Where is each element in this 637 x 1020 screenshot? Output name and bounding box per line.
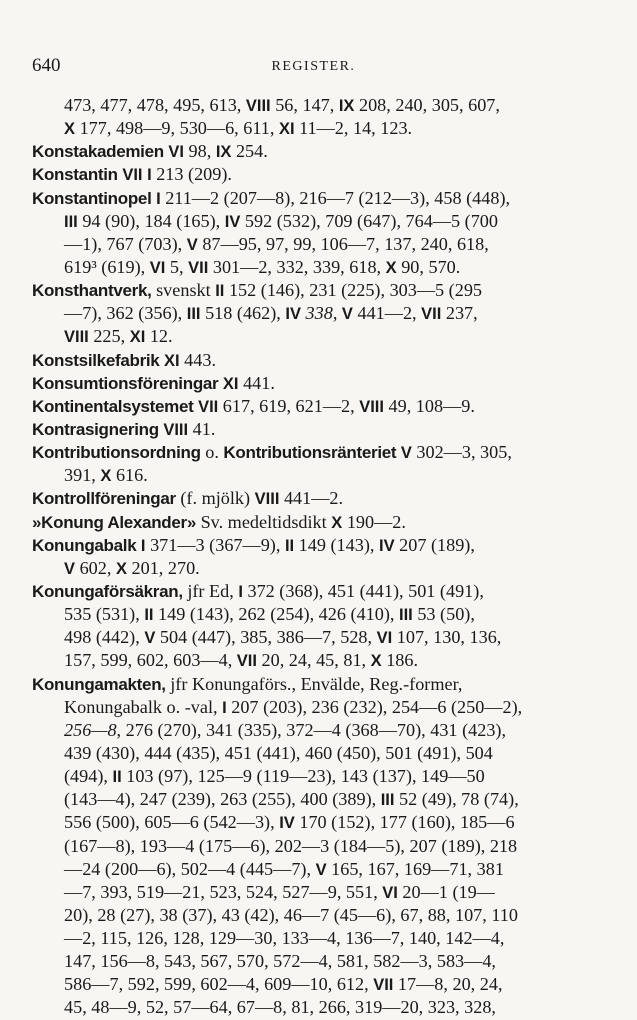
- reference-text: (167—8), 193—4 (175—6), 202—3 (184—5), 207 (189), 218: [64, 835, 518, 856]
- volume-number: VI: [382, 883, 398, 902]
- reference-text: 443.: [179, 349, 216, 370]
- register-entries: [32, 94, 595, 1020]
- volume-number: I: [238, 582, 243, 601]
- volume-number: VIII: [254, 490, 280, 509]
- reference-text: (f. mjölk): [175, 488, 255, 509]
- reference-text: 53 (50),: [412, 604, 475, 625]
- volume-number: VIII: [245, 97, 271, 115]
- reference-text: 94 (90), 184 (165),: [77, 210, 225, 231]
- reference-text: 149 (143),: [294, 534, 379, 555]
- reference-text: 473, 477, 478, 495, 613,: [64, 95, 246, 115]
- register-continuation-line: [32, 233, 595, 256]
- volume-number: IV: [379, 536, 395, 555]
- reference-text: —7, 393, 519—21, 523, 524, 527—9, 551,: [64, 881, 383, 902]
- reference-text: 98,: [183, 141, 216, 162]
- entry-term: Kontrollföreningar: [32, 489, 176, 509]
- reference-text: 372 (368), 451 (441), 501 (491),: [242, 580, 484, 601]
- volume-number: XI: [222, 374, 239, 393]
- volume-number: V: [341, 305, 353, 324]
- register-entry-line: [32, 580, 595, 603]
- reference-text: 213 (209).: [151, 164, 232, 185]
- reference-text: , 276 (270), 341 (335), 372—4 (368—70), 431 (423),: [116, 719, 507, 740]
- volume-number: VI: [149, 258, 166, 277]
- volume-number: XI: [164, 351, 180, 370]
- reference-text: 20—1 (19—: [397, 881, 495, 902]
- volume-number: III: [380, 791, 395, 810]
- volume-number: X: [100, 467, 112, 486]
- reference-text: 225,: [88, 326, 130, 347]
- reference-text: jfr Konungaförs., Envälde, Reg.-former,: [165, 673, 463, 694]
- register-continuation-line: [32, 649, 595, 672]
- register-continuation-line: [32, 858, 595, 881]
- register-entry-line: [32, 140, 595, 163]
- volume-number: VII: [236, 652, 257, 671]
- reference-text: ,: [332, 303, 342, 324]
- register-entry-line: [32, 441, 595, 464]
- register-continuation-line: [32, 881, 595, 904]
- register-continuation-line: [32, 973, 595, 996]
- volume-number: X: [64, 120, 76, 139]
- volume-number: II: [144, 606, 154, 625]
- volume-number: I: [222, 698, 227, 717]
- reference-text: (494),: [64, 766, 113, 787]
- register-entry-line: [32, 511, 595, 534]
- register-continuation-line: [32, 464, 595, 487]
- reference-text: 49, 108—9.: [383, 395, 475, 416]
- reference-text: 201, 270.: [126, 557, 200, 578]
- entry-term: Kontributionsordning: [32, 443, 201, 463]
- volume-number: V: [64, 559, 76, 578]
- volume-number: IV: [224, 212, 241, 231]
- register-continuation-line: [32, 811, 595, 834]
- register-entry-line: [32, 163, 595, 186]
- register-continuation-line: [32, 557, 595, 580]
- reference-text: 535 (531),: [64, 604, 145, 625]
- reference-text: 157, 599, 602, 603—4,: [64, 650, 237, 671]
- register-entry-line: [32, 279, 595, 302]
- reference-text: 237,: [441, 303, 478, 324]
- register-entry-line: [32, 534, 595, 557]
- reference-text: 165, 167, 169—71, 381: [326, 858, 504, 879]
- reference-text: 56, 147,: [270, 95, 339, 115]
- reference-text: 439 (430), 444 (435), 451 (441), 460 (450), 501 (491), 504: [64, 742, 493, 763]
- reference-text: 207 (203), 236 (232), 254—6 (250—2),: [226, 696, 523, 717]
- reference-text: —7), 362 (356),: [64, 303, 187, 324]
- entry-term: Konungaförsäkran,: [32, 581, 183, 601]
- reference-text: —2, 115, 126, 128, 129—30, 133—4, 136—7, 140, 142—4,: [64, 928, 505, 949]
- reference-text: 170 (152), 177 (160), 185—6: [294, 812, 515, 833]
- entry-term: Kontributionsränteriet: [223, 443, 397, 463]
- register-continuation-line: [32, 904, 595, 927]
- reference-text: 41.: [188, 418, 216, 439]
- register-continuation-line: [32, 302, 595, 325]
- volume-number: VIII: [163, 420, 189, 439]
- reference-text: —1), 767 (703),: [64, 233, 187, 254]
- reference-text: 207 (189),: [394, 534, 475, 555]
- register-entry-line: [32, 673, 595, 696]
- entry-term: Konungabalk: [32, 535, 137, 555]
- reference-text: 147, 156—8, 543, 567, 570, 572—4, 581, 582—3, 583—4,: [64, 951, 496, 972]
- entry-term: Konstantinopel: [32, 188, 152, 208]
- italic-reference: 256—8: [64, 719, 117, 740]
- register-entry-line: [32, 372, 595, 395]
- reference-text: 592 (532), 709 (647), 764—5 (700: [240, 210, 498, 231]
- register-entry-line: [32, 418, 595, 441]
- register-continuation-line: [32, 742, 595, 765]
- entry-term: »Konung Alexander»: [32, 512, 197, 532]
- reference-text: 619³ (619),: [64, 256, 150, 277]
- entry-term: Konsumtionsföreningar: [32, 373, 219, 393]
- volume-number: V: [400, 444, 412, 463]
- reference-text: Sv. medeltidsdikt: [196, 511, 332, 532]
- volume-number: X: [370, 652, 382, 671]
- register-continuation-line: [32, 117, 595, 140]
- reference-text: 498 (442),: [64, 627, 145, 648]
- reference-text: 602,: [75, 557, 116, 578]
- volume-number: II: [284, 536, 295, 555]
- reference-text: 90, 570.: [396, 256, 461, 277]
- volume-number: VII: [421, 305, 442, 324]
- reference-text: 5,: [165, 256, 189, 277]
- reference-text: 20, 24, 45, 81,: [256, 650, 371, 671]
- volume-number: XI: [129, 328, 146, 347]
- volume-number: V: [315, 860, 327, 879]
- register-continuation-line: [32, 765, 595, 788]
- volume-number: VIII: [359, 397, 384, 416]
- volume-number: I: [147, 166, 152, 185]
- entry-term: Konstsilkefabrik: [32, 350, 160, 370]
- volume-number: IV: [279, 814, 295, 833]
- register-continuation-line: [32, 788, 595, 811]
- reference-text: 152 (146), 231 (225), 303—5 (295: [224, 280, 483, 301]
- volume-number: I: [156, 189, 161, 208]
- reference-text: 45, 48—9, 52, 57—64, 67—8, 81, 266, 319—20, 323, 328,: [64, 997, 496, 1018]
- register-continuation-line: [32, 626, 595, 649]
- volume-number: IX: [338, 97, 355, 115]
- volume-number: VI: [168, 143, 184, 162]
- entry-term: Konsthantverk,: [32, 281, 152, 301]
- reference-text: 391,: [64, 465, 101, 486]
- register-continuation-line: [32, 325, 595, 348]
- reference-text: 254.: [231, 141, 268, 162]
- register-continuation-line: [32, 256, 595, 279]
- reference-text: 441.: [238, 372, 275, 393]
- reference-text: Konungabalk o. -val,: [64, 696, 223, 717]
- register-entry-line: [32, 395, 595, 418]
- register-continuation-line: [32, 603, 595, 626]
- page-header: [32, 52, 595, 80]
- reference-text: 190—2.: [342, 511, 406, 532]
- reference-text: o.: [200, 442, 224, 463]
- register-entry-line: [32, 187, 595, 210]
- reference-text: 177, 498—9, 530—6, 611,: [75, 118, 279, 139]
- volume-number: III: [64, 212, 78, 231]
- register-continuation-line: [32, 210, 595, 233]
- reference-text: 616.: [111, 465, 148, 486]
- reference-text: (143—4), 247 (239), 263 (255), 400 (389),: [64, 789, 381, 810]
- register-continuation-line: [32, 950, 595, 973]
- reference-text: 441—2.: [279, 488, 344, 509]
- volume-number: III: [186, 305, 201, 324]
- entry-term: Kontinentalsystemet: [32, 396, 194, 416]
- register-continuation-line: [32, 94, 595, 117]
- reference-text: 617, 619, 621—2,: [218, 395, 360, 416]
- volume-number: VII: [188, 258, 209, 277]
- reference-text: jfr Ed,: [182, 580, 239, 601]
- reference-text: 586—7, 592, 599, 602—4, 609—10, 612,: [64, 974, 374, 995]
- volume-number: V: [144, 629, 156, 648]
- reference-text: 441—2,: [352, 303, 422, 324]
- register-entry-line: [32, 487, 595, 510]
- volume-number: I: [140, 536, 146, 555]
- entry-term: Konstantin: [32, 165, 118, 185]
- register-continuation-line: [32, 696, 595, 719]
- reference-text: 20), 28 (27), 38 (37), 43 (42), 46—7 (45—6), 67, 88, 107, 110: [64, 904, 518, 925]
- reference-text: 12.: [145, 326, 173, 347]
- reference-text: 11—2, 14, 123.: [294, 118, 413, 139]
- reference-text: 52 (49), 78 (74),: [394, 789, 519, 810]
- volume-number: VII: [122, 166, 143, 185]
- volume-number: II: [215, 282, 225, 301]
- reference-text: 17—8, 20, 24,: [393, 974, 503, 995]
- reference-text: 149 (143), 262 (254), 426 (410),: [153, 604, 399, 625]
- reference-text: 103 (97), 125—9 (119—23), 143 (137), 149—50: [121, 766, 485, 787]
- volume-number: XI: [278, 120, 295, 139]
- reference-text: svenskt: [151, 280, 216, 301]
- reference-text: 87—95, 97, 99, 106—7, 137, 240, 618,: [197, 233, 489, 254]
- reference-text: 302—3, 305,: [411, 442, 512, 463]
- volume-number: VIII: [64, 328, 89, 347]
- reference-text: —24 (200—6), 502—4 (445—7),: [64, 858, 316, 879]
- register-continuation-line: [32, 719, 595, 742]
- register-entry-line: [32, 349, 595, 372]
- volume-number: X: [385, 258, 397, 277]
- register-continuation-line: [32, 996, 595, 1019]
- reference-text: 208, 240, 305, 607,: [354, 95, 500, 115]
- register-continuation-line: [32, 927, 595, 950]
- volume-number: IX: [215, 143, 232, 162]
- volume-number: X: [115, 559, 127, 578]
- volume-number: X: [331, 513, 343, 532]
- page-number: 640: [32, 55, 61, 76]
- reference-text: 107, 130, 136,: [392, 627, 502, 648]
- volume-number: III: [399, 606, 413, 625]
- volume-number: V: [186, 235, 198, 254]
- volume-number: VI: [376, 629, 393, 648]
- reference-text: 371—3 (367—9),: [145, 534, 285, 555]
- reference-text: 556 (500), 605—6 (542—3),: [64, 812, 280, 833]
- volume-number: II: [112, 768, 122, 787]
- reference-text: 518 (462),: [200, 303, 286, 324]
- volume-number: VII: [198, 397, 219, 416]
- reference-text: 301—2, 332, 339, 618,: [208, 256, 386, 277]
- entry-term: Konungamakten,: [32, 674, 166, 694]
- italic-reference: 338: [305, 303, 333, 324]
- entry-term: Konstakademien: [32, 142, 164, 162]
- reference-text: 186.: [381, 650, 419, 671]
- volume-number: IV: [285, 305, 301, 324]
- reference-text: 504 (447), 385, 386—7, 528,: [155, 627, 377, 648]
- entry-term: Kontrasignering: [32, 419, 159, 439]
- running-head: REGISTER.: [271, 59, 356, 74]
- register-continuation-line: [32, 835, 595, 858]
- volume-number: VII: [373, 976, 394, 995]
- reference-text: 211—2 (207—8), 216—7 (212—3), 458 (448),: [160, 187, 511, 208]
